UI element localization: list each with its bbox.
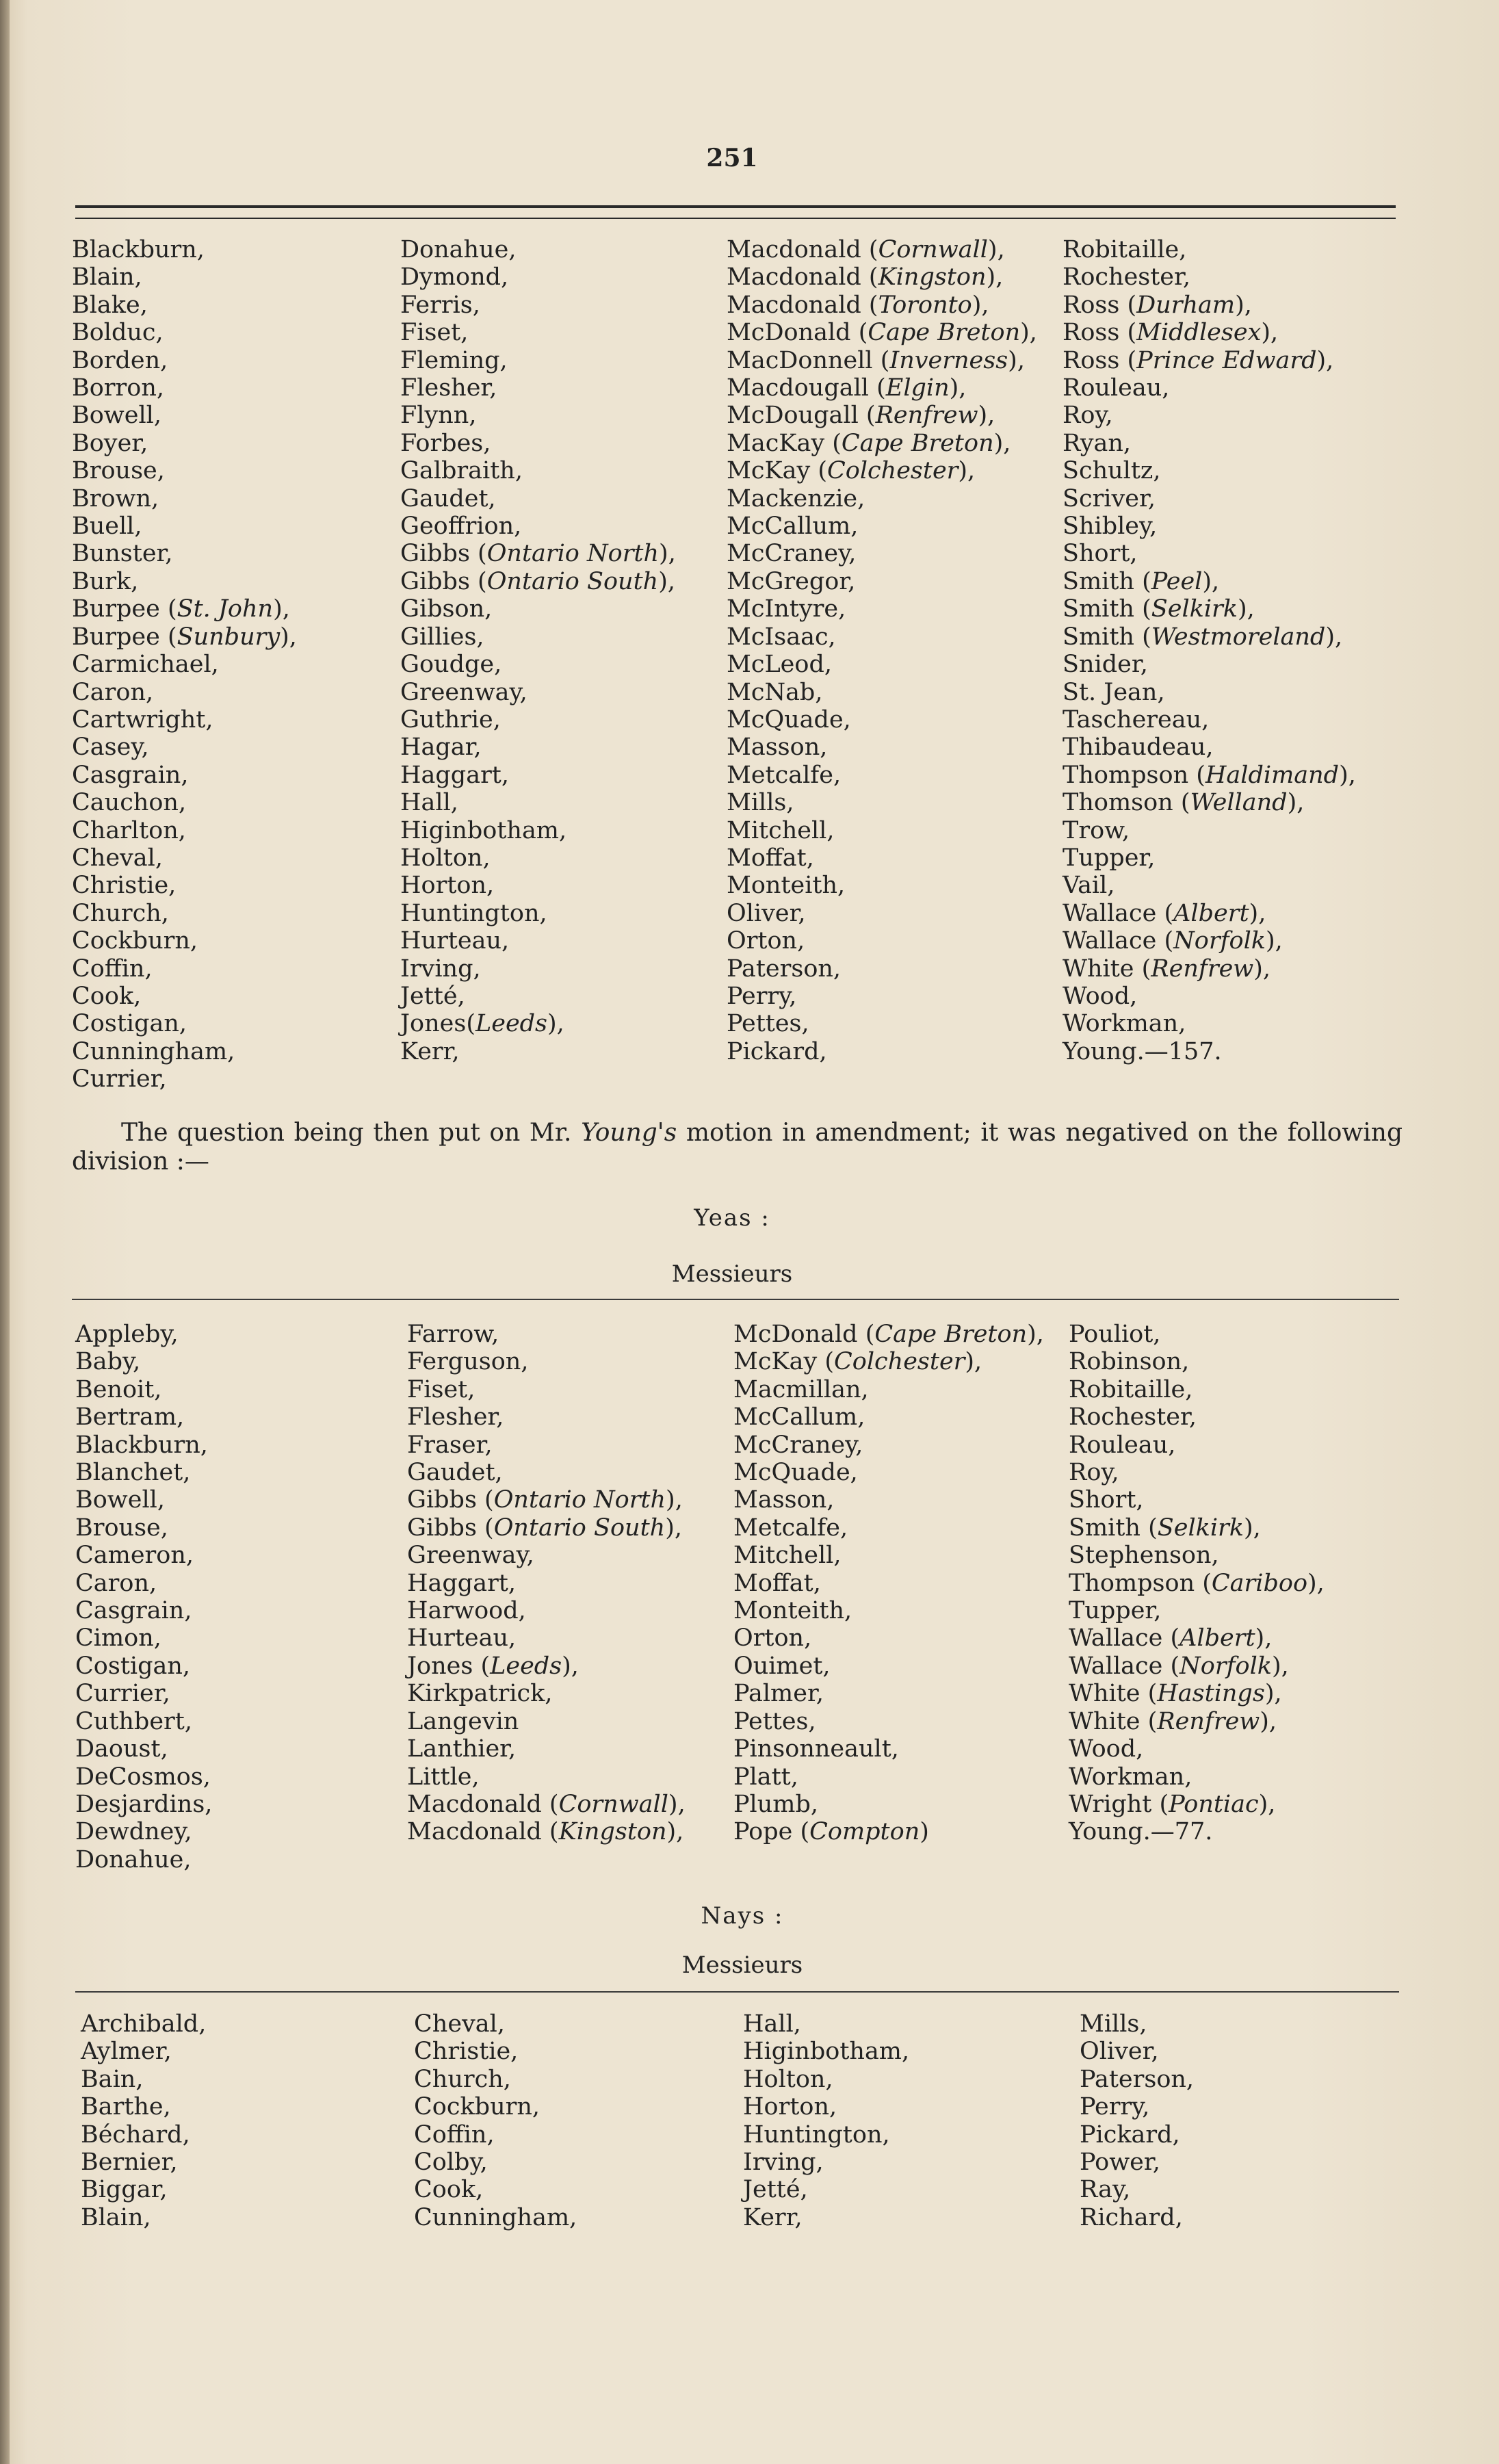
member-name: Short, xyxy=(1063,540,1138,568)
member-name: McDonald (Cape Breton), xyxy=(733,1321,1044,1348)
nays-column-4 xyxy=(1080,2010,1194,2231)
member-name: McLeod, xyxy=(727,651,832,679)
member-name: MacDonnell (Inverness), xyxy=(727,346,1025,374)
member-name: Dymond, xyxy=(400,263,509,291)
member-name: Monteith, xyxy=(727,872,846,900)
member-name: Bain, xyxy=(81,2065,144,2093)
member-name: Orton, xyxy=(733,1624,812,1652)
member-name: Macmillan, xyxy=(733,1375,869,1403)
member-name: Thompson (Haldimand), xyxy=(1063,761,1356,789)
member-name: Desjardins, xyxy=(75,1790,213,1818)
member-name: Horton, xyxy=(743,2093,837,2121)
member-name: Rouleau, xyxy=(1069,1431,1176,1459)
binding-edge xyxy=(0,0,10,2464)
member-name: Wallace (Norfolk), xyxy=(1063,927,1283,955)
member-name: Bowell, xyxy=(72,402,161,430)
nays-column-1 xyxy=(81,2010,206,2231)
member-name: Ross (Prince Edward), xyxy=(1063,346,1334,374)
member-name: Gibbs (Ontario South), xyxy=(407,1514,682,1542)
member-name: Casgrain, xyxy=(72,761,189,789)
member-name: Christie, xyxy=(414,2038,519,2066)
member-name: Burpee (St. John), xyxy=(72,595,290,623)
member-name: Macdonald (Kingston), xyxy=(727,263,1004,291)
yeas-messieurs: Messieurs xyxy=(671,1260,793,1288)
member-name: Appleby, xyxy=(75,1321,179,1348)
member-name: Cook, xyxy=(414,2176,484,2204)
member-name: White (Renfrew), xyxy=(1063,955,1271,983)
member-name: Smith (Selkirk), xyxy=(1069,1514,1261,1542)
member-name: Macdonald (Toronto), xyxy=(727,291,989,319)
member-name: Oliver, xyxy=(1080,2038,1159,2066)
member-name: Workman, xyxy=(1063,1010,1186,1038)
member-name: Gaudet, xyxy=(400,484,496,513)
member-name: Blain, xyxy=(72,263,142,291)
member-name: Horton, xyxy=(400,872,495,900)
member-name: Jetté, xyxy=(743,2176,808,2204)
member-name: Fleming, xyxy=(400,346,508,374)
yeas-heading: Yeas : xyxy=(694,1204,770,1232)
member-name: Higinbotham, xyxy=(743,2038,910,2066)
member-name: Irving, xyxy=(400,955,481,983)
member-name: Charlton, xyxy=(72,816,186,844)
member-name: Short, xyxy=(1069,1486,1144,1514)
member-name: Pinsonneault, xyxy=(733,1735,899,1763)
member-name: Jetté, xyxy=(400,982,465,1010)
member-name: Flynn, xyxy=(400,402,477,430)
member-name: McCraney, xyxy=(727,540,857,568)
member-name: Burpee (Sunbury), xyxy=(72,623,297,651)
question-paragraph: The question being then put on Mr. Young's motion in amendment; it was negatived on the following division :— xyxy=(72,1119,1403,1176)
member-name: Power, xyxy=(1080,2149,1160,2177)
member-name: Hurteau, xyxy=(400,927,510,955)
member-name: Kerr, xyxy=(743,2203,803,2231)
member-name: Robinson, xyxy=(1069,1348,1190,1376)
member-name: Tupper, xyxy=(1069,1597,1162,1625)
member-name: Rochester, xyxy=(1063,263,1191,291)
member-name: Guthrie, xyxy=(400,705,501,734)
member-name: Huntington, xyxy=(400,899,547,927)
member-name: McDougall (Renfrew), xyxy=(727,402,995,430)
member-name: Smith (Peel), xyxy=(1063,567,1220,595)
member-name: Roy, xyxy=(1069,1459,1119,1487)
member-name: MacKay (Cape Breton), xyxy=(727,429,1011,457)
member-name: Béchard, xyxy=(81,2121,190,2149)
member-name: Little, xyxy=(407,1763,480,1791)
member-name: Macdonald (Cornwall), xyxy=(727,236,1005,263)
member-name: Caron, xyxy=(75,1569,157,1597)
member-name: Paterson, xyxy=(1080,2065,1195,2093)
member-name: Hurteau, xyxy=(407,1624,517,1652)
member-name: St. Jean, xyxy=(1063,678,1165,706)
member-name: Mitchell, xyxy=(727,816,835,844)
member-name: Shibley, xyxy=(1063,513,1158,541)
member-name: Pope (Compton) xyxy=(733,1818,929,1846)
member-name: Church, xyxy=(414,2065,511,2093)
member-name: Macdonald (Kingston), xyxy=(407,1818,684,1846)
member-name: Bertram, xyxy=(75,1403,185,1431)
member-name: Brown, xyxy=(72,484,159,513)
member-name: Brouse, xyxy=(75,1514,168,1542)
member-name: McQuade, xyxy=(733,1459,858,1487)
member-name: Baby, xyxy=(75,1348,141,1376)
member-name: Wood, xyxy=(1063,982,1138,1010)
member-name: Bernier, xyxy=(81,2149,178,2177)
member-name: Carmichael, xyxy=(72,651,219,679)
member-name: Cheval, xyxy=(72,844,163,872)
member-name: Geoffrion, xyxy=(400,513,522,541)
member-name: Lanthier, xyxy=(407,1735,517,1763)
member-name: Blake, xyxy=(72,291,148,319)
member-name: Mills, xyxy=(1080,2010,1147,2038)
member-name: Ray, xyxy=(1080,2176,1131,2204)
member-name: Ryan, xyxy=(1063,429,1132,457)
member-name: Trow, xyxy=(1063,816,1130,844)
member-name: Currier, xyxy=(75,1680,170,1708)
member-name: McDonald (Cape Breton), xyxy=(727,319,1037,347)
member-name: Aylmer, xyxy=(81,2038,172,2066)
member-name: Moffat, xyxy=(727,844,814,872)
member-name: Bowell, xyxy=(75,1486,165,1514)
member-name: Richard, xyxy=(1080,2203,1183,2231)
member-name: Holton, xyxy=(743,2065,833,2093)
member-name: McCallum, xyxy=(733,1403,865,1431)
member-name: Barthe, xyxy=(81,2093,171,2121)
member-name: Hall, xyxy=(743,2010,801,2038)
member-name: Greenway, xyxy=(407,1542,534,1570)
member-name: Cimon, xyxy=(75,1624,161,1652)
member-name: Harwood, xyxy=(407,1597,526,1625)
member-name: Pickard, xyxy=(1080,2121,1180,2149)
member-name: White (Renfrew), xyxy=(1069,1707,1277,1735)
member-name: Rouleau, xyxy=(1063,374,1170,402)
member-name: Robitaille, xyxy=(1069,1375,1193,1403)
member-name: Perry, xyxy=(1080,2093,1150,2121)
member-name: Workman, xyxy=(1069,1763,1192,1791)
member-name: Vail, xyxy=(1063,872,1115,900)
member-name: Kirkpatrick, xyxy=(407,1680,553,1708)
member-name: Gaudet, xyxy=(407,1459,503,1487)
member-name: Bolduc, xyxy=(72,319,164,347)
member-name: Pickard, xyxy=(727,1037,827,1065)
member-name: McKay (Colchester), xyxy=(727,457,976,485)
member-name: Metcalfe, xyxy=(727,761,842,789)
member-name: Daoust, xyxy=(75,1735,168,1763)
member-name: Orton, xyxy=(727,927,805,955)
member-name: Scriver, xyxy=(1063,484,1156,513)
member-name: Coffin, xyxy=(414,2121,495,2149)
member-name: Coffin, xyxy=(72,955,153,983)
member-name: Costigan, xyxy=(75,1652,191,1680)
member-name: Jones (Leeds), xyxy=(407,1652,579,1680)
member-name: Cunningham, xyxy=(414,2203,577,2231)
member-name: Young.—157. xyxy=(1063,1037,1222,1065)
member-name: Blackburn, xyxy=(75,1431,208,1459)
nays-messieurs: Messieurs xyxy=(681,1951,803,1979)
yeas-column-3 xyxy=(733,1321,1044,1846)
member-name: Langevin xyxy=(407,1707,519,1735)
member-name: Haggart, xyxy=(407,1569,516,1597)
division-column-4 xyxy=(1063,236,1356,1065)
member-name: White (Hastings), xyxy=(1069,1680,1282,1708)
member-name: Bunster, xyxy=(72,540,173,568)
member-name: Wallace (Albert), xyxy=(1063,899,1266,927)
member-name: McIsaac, xyxy=(727,623,836,651)
yeas-column-4 xyxy=(1069,1321,1325,1846)
member-name: Smith (Selkirk), xyxy=(1063,595,1255,623)
member-name: Wallace (Albert), xyxy=(1069,1624,1273,1652)
member-name: DeCosmos, xyxy=(75,1763,211,1791)
member-name: Dewdney, xyxy=(75,1818,192,1846)
member-name: Wallace (Norfolk), xyxy=(1069,1652,1289,1680)
member-name: Mackenzie, xyxy=(727,484,865,513)
member-name: Cartwright, xyxy=(72,705,213,734)
member-name: Ross (Durham), xyxy=(1063,291,1252,319)
member-name: Casey, xyxy=(72,734,149,762)
member-name: Biggar, xyxy=(81,2176,168,2204)
member-name: Oliver, xyxy=(727,899,806,927)
member-name: Holton, xyxy=(400,844,491,872)
member-name: Smith (Westmoreland), xyxy=(1063,623,1343,651)
header-rule xyxy=(75,205,1396,219)
member-name: Wright (Pontiac), xyxy=(1069,1790,1276,1818)
nays-column-3 xyxy=(743,2010,909,2231)
member-name: Cauchon, xyxy=(72,789,187,817)
member-name: Flesher, xyxy=(407,1403,504,1431)
member-name: McQuade, xyxy=(727,705,851,734)
member-name: Cuthbert, xyxy=(75,1707,192,1735)
member-name: Colby, xyxy=(414,2149,488,2177)
member-name: Gibson, xyxy=(400,595,493,623)
member-name: Archibald, xyxy=(81,2010,207,2038)
member-name: Buell, xyxy=(72,513,142,541)
member-name: Rochester, xyxy=(1069,1403,1197,1431)
member-name: Mitchell, xyxy=(733,1542,842,1570)
member-name: McIntyre, xyxy=(727,595,846,623)
member-name: Taschereau, xyxy=(1063,705,1210,734)
member-name: Cockburn, xyxy=(72,927,198,955)
member-name: Hagar, xyxy=(400,734,482,762)
member-name: Palmer, xyxy=(733,1680,824,1708)
member-name: Pettes, xyxy=(733,1707,816,1735)
member-name: Gibbs (Ontario North), xyxy=(407,1486,683,1514)
member-name: Pettes, xyxy=(727,1010,809,1038)
member-name: Benoit, xyxy=(75,1375,162,1403)
member-name: Blanchet, xyxy=(75,1459,191,1487)
member-name: Christie, xyxy=(72,872,177,900)
nays-rule xyxy=(75,1991,1399,1993)
member-name: Cameron, xyxy=(75,1542,194,1570)
member-name: Huntington, xyxy=(743,2121,890,2149)
member-name: Gillies, xyxy=(400,623,484,651)
member-name: Borron, xyxy=(72,374,164,402)
member-name: Ferris, xyxy=(400,291,480,319)
member-name: McCraney, xyxy=(733,1431,863,1459)
member-name: Masson, xyxy=(733,1486,835,1514)
member-name: Cunningham, xyxy=(72,1037,235,1065)
member-name: Haggart, xyxy=(400,761,509,789)
member-name: Cheval, xyxy=(414,2010,505,2038)
member-name: Ferguson, xyxy=(407,1348,529,1376)
member-name: McCallum, xyxy=(727,513,859,541)
member-name: Casgrain, xyxy=(75,1597,192,1625)
member-name: McNab, xyxy=(727,678,823,706)
member-name: Roy, xyxy=(1063,402,1113,430)
member-name: McGregor, xyxy=(727,567,856,595)
member-name: Paterson, xyxy=(727,955,842,983)
member-name: Schultz, xyxy=(1063,457,1161,485)
member-name: Pouliot, xyxy=(1069,1321,1161,1348)
division-column-1 xyxy=(72,236,297,1093)
member-name: Tupper, xyxy=(1063,844,1156,872)
member-name: Forbes, xyxy=(400,429,491,457)
member-name: Farrow, xyxy=(407,1321,499,1348)
member-name: Burk, xyxy=(72,567,139,595)
member-name: Thibaudeau, xyxy=(1063,734,1214,762)
yeas-rule xyxy=(72,1299,1399,1300)
nays-heading: Nays : xyxy=(701,1902,784,1930)
member-name: Irving, xyxy=(743,2149,824,2177)
member-name: Borden, xyxy=(72,346,168,374)
member-name: Perry, xyxy=(727,982,797,1010)
member-name: Fiset, xyxy=(407,1375,475,1403)
member-name: Cook, xyxy=(72,982,142,1010)
member-name: Stephenson, xyxy=(1069,1542,1219,1570)
division-column-3 xyxy=(727,236,1037,1065)
member-name: Cockburn, xyxy=(414,2093,540,2121)
member-name: Thomson (Welland), xyxy=(1063,789,1305,817)
member-name: Metcalfe, xyxy=(733,1514,848,1542)
member-name: Macdonald (Cornwall), xyxy=(407,1790,686,1818)
member-name: Masson, xyxy=(727,734,828,762)
member-name: Mills, xyxy=(727,789,794,817)
member-name: Plumb, xyxy=(733,1790,819,1818)
member-name: Donahue, xyxy=(75,1845,192,1873)
member-name: Goudge, xyxy=(400,651,502,679)
member-name: Young.—77. xyxy=(1069,1818,1213,1846)
member-name: Monteith, xyxy=(733,1597,852,1625)
member-name: Platt, xyxy=(733,1763,798,1791)
member-name: Fraser, xyxy=(407,1431,493,1459)
member-name: Thompson (Cariboo), xyxy=(1069,1569,1325,1597)
member-name: Moffat, xyxy=(733,1569,821,1597)
member-name: Gibbs (Ontario South), xyxy=(400,567,675,595)
member-name: Church, xyxy=(72,899,169,927)
member-name: Currier, xyxy=(72,1065,167,1093)
page-number: 251 xyxy=(706,144,758,172)
member-name: Ross (Middlesex), xyxy=(1063,319,1279,347)
member-name: Wood, xyxy=(1069,1735,1144,1763)
member-name: Ouimet, xyxy=(733,1652,831,1680)
member-name: Blackburn, xyxy=(72,236,205,263)
member-name: Caron, xyxy=(72,678,154,706)
member-name: Kerr, xyxy=(400,1037,460,1065)
member-name: Donahue, xyxy=(400,236,517,263)
member-name: Robitaille, xyxy=(1063,236,1187,263)
member-name: Galbraith, xyxy=(400,457,523,485)
division-column-2 xyxy=(400,236,676,1065)
member-name: Jones(Leeds), xyxy=(400,1010,564,1038)
member-name: Higinbotham, xyxy=(400,816,567,844)
member-name: Hall, xyxy=(400,789,458,817)
member-name: Gibbs (Ontario North), xyxy=(400,540,676,568)
member-name: McKay (Colchester), xyxy=(733,1348,982,1376)
yeas-column-1 xyxy=(75,1321,212,1873)
member-name: Fiset, xyxy=(400,319,469,347)
member-name: Snider, xyxy=(1063,651,1148,679)
member-name: Boyer, xyxy=(72,429,148,457)
member-name: Greenway, xyxy=(400,678,527,706)
nays-column-2 xyxy=(414,2010,577,2231)
member-name: Costigan, xyxy=(72,1010,187,1038)
member-name: Brouse, xyxy=(72,457,165,485)
member-name: Macdougall (Elgin), xyxy=(727,374,967,402)
member-name: Flesher, xyxy=(400,374,497,402)
yeas-column-2 xyxy=(407,1321,686,1846)
member-name: Blain, xyxy=(81,2203,151,2231)
